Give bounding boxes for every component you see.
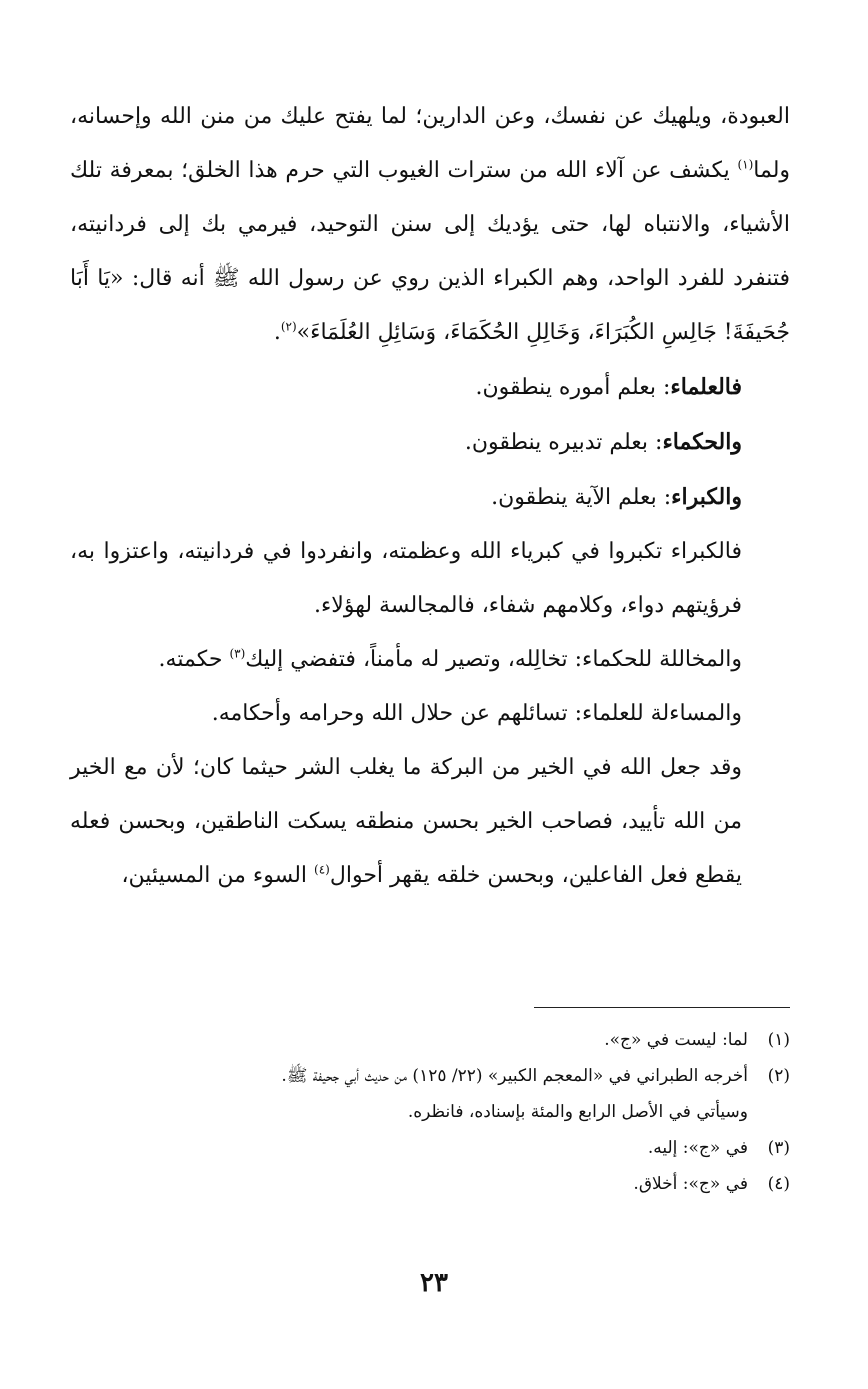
definition-sages bbox=[70, 415, 790, 470]
footnote-ref-2: (٢) bbox=[280, 319, 297, 334]
footnote-text: أخرجه الطبراني في «المعجم الكبير» (٢٢/ ١٢٥) من حديث أبي جحيفة ﷺ. bbox=[281, 1066, 748, 1086]
paragraph-1-part-a: العبودة، ويلهيك عن نفسك، وعن الدارين؛ لما يفتح عليك من منن الله وإحسانه، ولما bbox=[70, 104, 791, 183]
paragraph-3-part-a: والمخاللة للحكماء: تخالِله، وتصير له مأمناً، فتفضي إليك bbox=[245, 647, 742, 672]
footnote-number: (١) bbox=[767, 1030, 790, 1050]
page-number: ٢٣ bbox=[420, 1268, 448, 1298]
footnote-text: لما: ليست في «ج». bbox=[604, 1030, 748, 1050]
footnote-divider bbox=[534, 1007, 790, 1008]
footnote-1 bbox=[70, 1022, 790, 1058]
definition-term: والحكماء bbox=[662, 429, 742, 455]
paragraph-5-part-b: السوء من المسيئين، bbox=[121, 863, 315, 888]
footnote-number: (٢) bbox=[767, 1066, 790, 1086]
footnote-ref-4: (٤) bbox=[314, 862, 330, 877]
footnote-number: (٣) bbox=[767, 1138, 790, 1158]
footnote-2-continuation: وسيأتي في الأصل الرابع والمئة بإسناده، فانظره. bbox=[407, 1102, 748, 1122]
paragraph-5-part-a: وقد جعل الله في الخير من البركة ما يغلب الشر حيثما كان؛ لأن مع الخير من الله تأييد، فصاحب الخير بحسن منطقه يسكت الناطقين، وبحسن فعله يقطع فعل الفاعلين، وبحسن خلقه يقهر أحوال bbox=[70, 755, 742, 888]
footnote-number: (٤) bbox=[767, 1174, 790, 1194]
footnote-2 bbox=[70, 1058, 790, 1094]
main-text bbox=[70, 90, 790, 903]
paragraph-1-part-c: . bbox=[273, 320, 281, 345]
footnote-4 bbox=[70, 1166, 790, 1202]
definition-scholars bbox=[70, 360, 790, 415]
definition-elders bbox=[70, 470, 790, 525]
paragraph-4: والمساءلة للعلماء: تسائلهم عن حلال الله وحرامه وأحكامه. bbox=[211, 701, 742, 726]
paragraph-1-part-b: يكشف عن آلاء الله من سترات الغيوب التي حرم هذا الخلق؛ بمعرفة تلك الأشياء، والانتباه لها، حتى يؤديك إلى سنن التوحيد، فيرمي بك إلى فردانيته، فتنفرد للفرد الواحد، وهم الكبراء الذين روي عن رسول الله ﷺ أنه قال: «يَا أَبَا جُحَيفَةَ! جَالِسِ الكُبَرَاءَ، وَخَالِلِ الحُكَمَاءَ، وَسَائِلِ العُلَمَاءَ» bbox=[70, 158, 790, 345]
footnotes bbox=[70, 1022, 790, 1202]
footnote-ref-3: (٣) bbox=[229, 646, 246, 661]
paragraph-3-part-b: حكمته. bbox=[158, 647, 230, 672]
paragraph-5 bbox=[70, 741, 790, 903]
footnote-text: في «ج»: إليه. bbox=[647, 1138, 748, 1158]
definition-term: والكبراء bbox=[671, 484, 742, 510]
definition-text: : بعلم الآية ينطقون. bbox=[491, 485, 672, 510]
footnote-ref-1: (١) bbox=[737, 157, 754, 172]
paragraph-2: فالكبراء تكبروا في كبرياء الله وعظمته، وانفردوا في فردانيته، واعتزوا به، فرؤيتهم دواء، وكلامهم شفاء، فالمجالسة لهؤلاء. bbox=[70, 539, 742, 618]
paragraph-1 bbox=[70, 90, 790, 360]
footnote-3 bbox=[70, 1130, 790, 1166]
paragraph-3 bbox=[70, 633, 790, 687]
footnote-text: في «ج»: أخلاق. bbox=[633, 1174, 748, 1194]
definition-text: : بعلم أموره ينطقون. bbox=[475, 375, 671, 400]
definition-term: فالعلماء bbox=[670, 374, 742, 400]
definition-text: : بعلم تدبيره ينطقون. bbox=[464, 430, 663, 455]
